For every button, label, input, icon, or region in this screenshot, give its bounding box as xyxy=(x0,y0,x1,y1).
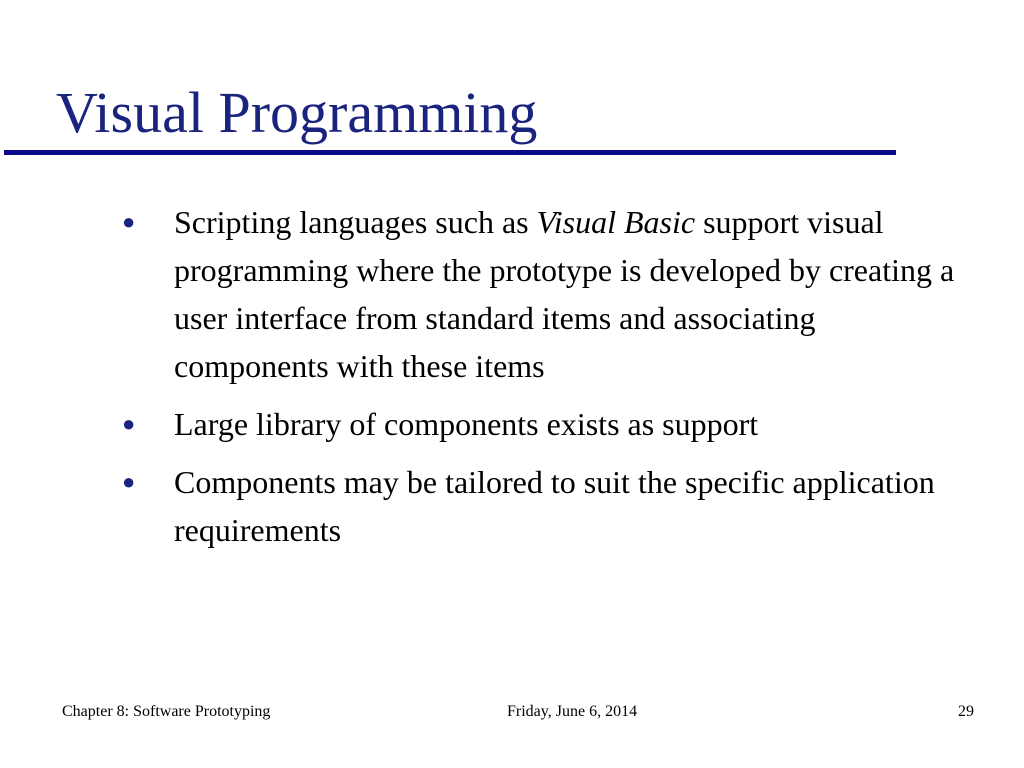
footer-page-number: 29 xyxy=(958,703,974,720)
bullet-text-end: support visual programming where the prototype is developed by creating a user interface from standard items and associating components with these items xyxy=(174,204,955,384)
bullet-dot-icon: ● xyxy=(122,411,136,436)
bullet-dot-icon: ● xyxy=(122,209,136,234)
title-underline xyxy=(4,150,896,155)
bullet-dot-icon: ● xyxy=(122,469,136,494)
bullet-item xyxy=(118,458,978,554)
bullet-list xyxy=(118,198,978,564)
bullet-text: Components may be tailored to suit the specific application requirements xyxy=(174,464,935,548)
bullet-text: Large library of components exists as support xyxy=(174,406,759,442)
bullet-text-start: Scripting languages such as xyxy=(174,204,537,240)
bullet-item xyxy=(118,400,978,448)
slide-title: Visual Programming xyxy=(56,80,538,145)
footer-date: Friday, June 6, 2014 xyxy=(507,703,638,720)
footer-chapter: Chapter 8: Software Prototyping xyxy=(62,703,271,720)
bullet-text-emphasis: Visual Basic xyxy=(536,204,696,240)
bullet-item xyxy=(118,198,978,390)
